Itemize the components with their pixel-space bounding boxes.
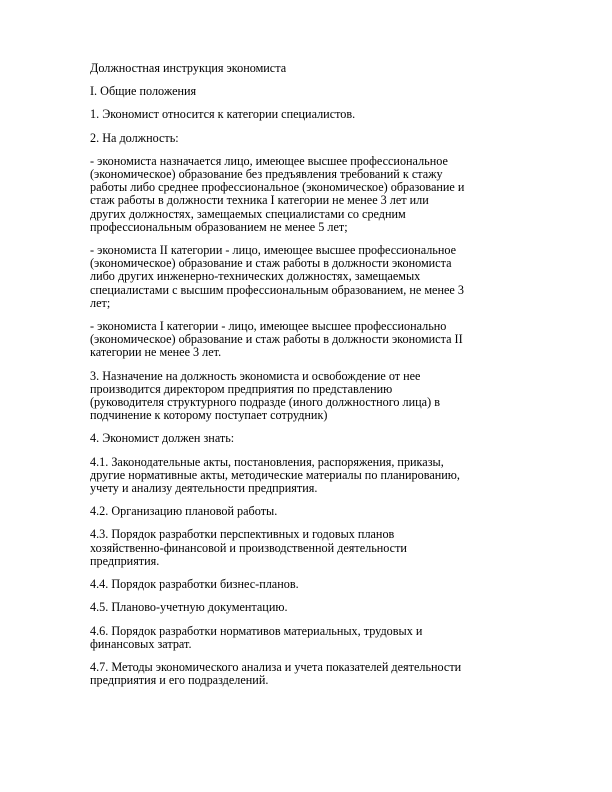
text-line: (руководителя структурного подразде (иного должностного лица) в xyxy=(90,395,440,410)
text-line: (экономическое) образование без предъявления требований к стажу xyxy=(90,167,443,182)
text-line: финансовых затрат. xyxy=(90,636,192,651)
paragraph-item-4-5 xyxy=(90,601,530,614)
paragraph-item-2 xyxy=(90,132,530,145)
paragraph-item-2-economist xyxy=(90,155,530,234)
text-line: специалистами с высшим профессиональным образованием, не менее 3 xyxy=(90,282,464,297)
text-line: производится директором предприятия по представлению xyxy=(90,381,393,396)
text-line: 2. На должность: xyxy=(90,130,179,145)
text-line: - экономиста I категории - лицо, имеющее высшее профессионально xyxy=(90,319,447,334)
text-line: - экономиста назначается лицо, имеющее высшее профессиональное xyxy=(90,153,448,168)
text-line: I. Общие положения xyxy=(90,84,197,99)
paragraph-item-2-category-1 xyxy=(90,320,530,360)
paragraph-item-4-2 xyxy=(90,505,530,518)
text-line: категории не менее 3 лет. xyxy=(90,345,222,360)
text-line: 4.3. Порядок разработки перспективных и годовых планов xyxy=(90,527,395,542)
text-line: 4.7. Методы экономического анализа и учета показателей деятельности xyxy=(90,659,462,674)
text-line: либо других инженерно-технических должностях, замещаемых xyxy=(90,269,421,284)
text-line: учету и анализу деятельности предприятия. xyxy=(90,481,318,496)
text-line: лет; xyxy=(90,295,111,310)
paragraph-item-4-7 xyxy=(90,661,530,687)
text-line: 4.6. Порядок разработки нормативов материальных, трудовых и xyxy=(90,623,423,638)
text-line: предприятия и его подразделений. xyxy=(90,673,269,688)
paragraph-item-4 xyxy=(90,432,530,445)
text-line: хозяйственно-финансовой и производственной деятельности xyxy=(90,540,407,555)
paragraph-section-1 xyxy=(90,85,530,98)
paragraph-item-2-category-2 xyxy=(90,244,530,310)
text-line: профессиональным образованием не менее 5 лет; xyxy=(90,219,348,234)
text-line: 4.5. Планово-учетную документацию. xyxy=(90,600,288,615)
text-line: другие нормативные акты, методические материалы по планированию, xyxy=(90,467,460,482)
paragraph-item-4-6 xyxy=(90,625,530,651)
text-line: 4.2. Организацию плановой работы. xyxy=(90,504,278,519)
document-page xyxy=(90,62,530,697)
document-body xyxy=(90,85,530,687)
text-line: других должностях, замещаемых специалистами со средним xyxy=(90,206,406,221)
paragraph-item-4-1 xyxy=(90,456,530,496)
paragraph-item-1 xyxy=(90,108,530,121)
paragraph-item-3 xyxy=(90,370,530,423)
text-line: 4. Экономист должен знать: xyxy=(90,431,235,446)
text-line: 4.1. Законодательные акты, постановления, распоряжения, приказы, xyxy=(90,454,444,469)
text-line: работы либо среднее профессиональное (экономическое) образование и xyxy=(90,180,465,195)
text-line: подчинение к которому поступает сотрудник) xyxy=(90,408,328,423)
text-line: стаж работы в должности техника I категории не менее 3 лет или xyxy=(90,193,429,208)
text-line: предприятия. xyxy=(90,553,160,568)
document-title: Должностная инструкция экономиста xyxy=(90,61,287,75)
paragraph-item-4-4 xyxy=(90,578,530,591)
text-line: - экономиста II категории - лицо, имеющее высшее профессиональное xyxy=(90,243,457,258)
text-line: 4.4. Порядок разработки бизнес-планов. xyxy=(90,577,299,592)
text-line: (экономическое) образование и стаж работы в должности экономиста II xyxy=(90,332,463,347)
text-line: 3. Назначение на должность экономиста и освобождение от нее xyxy=(90,368,421,383)
text-line: (экономическое) образование и стаж работы в должности экономиста xyxy=(90,256,452,271)
paragraph-item-4-3 xyxy=(90,528,530,568)
text-line: 1. Экономист относится к категории специалистов. xyxy=(90,107,356,122)
